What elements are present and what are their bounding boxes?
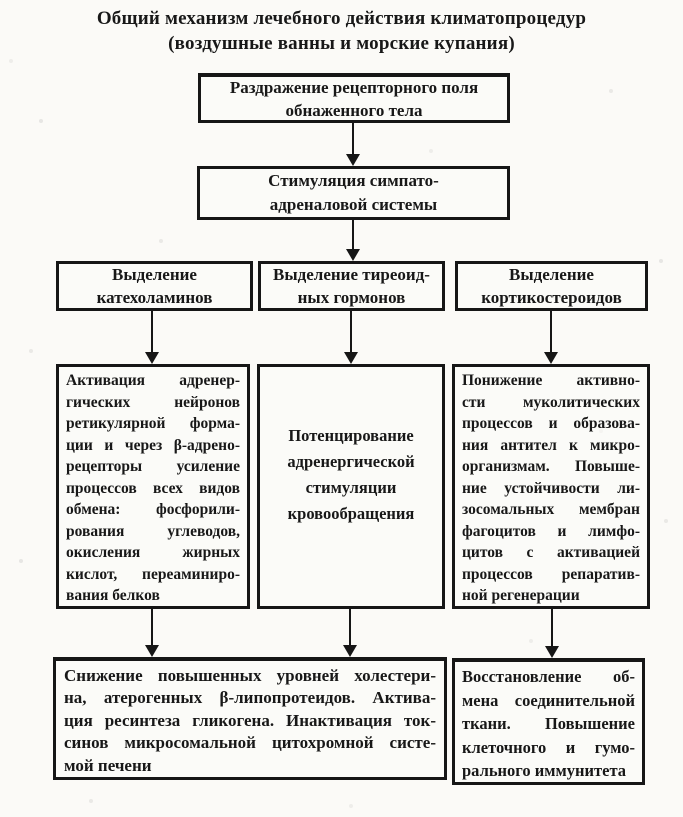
arrow-mucolytic-to-connective — [544, 608, 560, 658]
text-line: гических нейронов — [66, 393, 240, 411]
text-line: обнаженного тела — [285, 100, 423, 120]
text-line: мена соединительной — [462, 690, 635, 710]
node-adrenergic-neuron-activation — [56, 364, 250, 609]
text-line: цитов с активацией — [462, 544, 640, 561]
node-connective-tissue-restoration — [452, 658, 645, 785]
text-line: ция ресинтеза гликогена. Инактивация ток- — [64, 710, 436, 730]
text-line: фагоцитов и лимфо- — [462, 522, 640, 540]
scan-noise — [0, 0, 2, 2]
text-line: процессов и образова- — [462, 415, 640, 432]
text-line: рецепторы усиление — [66, 458, 240, 475]
arrow-shaft — [551, 608, 554, 648]
text-line: ретикулярной форма- — [66, 415, 240, 432]
arrow-potentiation-to-cholesterol — [342, 608, 358, 657]
text-line: окисления жирных — [66, 544, 240, 561]
text-line: кровообращения — [287, 503, 415, 523]
title-line-2: (воздушные ванны и морские купания) — [168, 33, 515, 54]
title-line-1: Общий механизм лечебного действия климатопроцедур — [96, 8, 587, 29]
node-sympatho-adrenal-stimulation — [197, 166, 510, 220]
arrow-shaft — [151, 608, 154, 647]
arrow-head-icon — [145, 645, 159, 657]
text-line: ной регенерации — [462, 587, 580, 604]
node-cholesterol-reduction — [53, 657, 447, 780]
arrow-shaft — [349, 608, 352, 647]
arrow-catechol-to-adrenergic — [144, 310, 160, 364]
node-thyroid-hormone-release — [258, 261, 445, 311]
arrow-shaft — [350, 310, 353, 354]
arrow-head-icon — [544, 352, 558, 364]
text-line: кортикостероидов — [481, 288, 622, 307]
text-line: рального иммунитета — [462, 761, 627, 780]
text-line: на, атерогенных β-липопротеидов. Актива- — [64, 688, 436, 708]
text-line: Понижение активно- — [462, 372, 640, 389]
text-line: Восстановление об- — [462, 667, 635, 686]
arrow-head-icon — [145, 352, 159, 364]
text-line: стимуляции — [305, 477, 397, 497]
node-circulation-potentiation — [257, 364, 445, 609]
arrow-cortico-to-mucolytic — [543, 310, 559, 364]
text-line: ния антител к микро- — [462, 436, 640, 454]
text-line: вания белков — [66, 587, 160, 604]
text-line: ных гормонов — [297, 288, 406, 307]
text-line: Потенцирование — [288, 425, 414, 445]
text-line: организмам. Повыше- — [462, 458, 640, 475]
arrow-head-icon — [344, 352, 358, 364]
text-line: процессов репаратив- — [462, 565, 640, 583]
text-line: катехоламинов — [96, 288, 213, 307]
arrow-shaft — [352, 122, 355, 156]
arrow-shaft — [151, 310, 154, 354]
arrow-shaft — [550, 310, 553, 354]
arrow-head-icon — [545, 646, 559, 658]
arrow-thyroid-to-potentiation — [343, 310, 359, 364]
text-line: зосомальных мембран — [462, 501, 640, 518]
text-line: ние устойчивости ли- — [462, 479, 640, 497]
arrow-adrenergic-to-cholesterol — [144, 608, 160, 657]
text-line: Стимуляция симпато- — [268, 171, 439, 190]
text-line: адренергической — [287, 451, 415, 471]
text-line: сти муколитических — [462, 393, 640, 411]
text-line: Выделение — [509, 265, 594, 284]
text-line: мой печени — [64, 755, 152, 775]
arrow-shaft — [352, 219, 355, 251]
text-line: кислот, переаминиро- — [66, 565, 240, 583]
text-line: Снижение повышенных уровней холестери- — [64, 666, 436, 685]
node-corticosteroid-release — [455, 261, 648, 311]
text-line: процессов всех видов — [66, 479, 240, 497]
text-line: Раздражение рецепторного поля — [229, 77, 479, 97]
text-line: адреналовой системы — [269, 195, 438, 214]
text-line: ции и через β-адрено- — [66, 436, 240, 454]
text-line: Выделение — [112, 265, 197, 284]
arrow-sympatho-to-thyroid — [345, 219, 361, 261]
node-catecholamine-release — [56, 261, 253, 311]
text-line: ткани. Повышение — [462, 714, 635, 733]
arrow-head-icon — [346, 249, 360, 261]
diagram-title — [0, 6, 683, 56]
text-line: клеточного и гумо- — [462, 737, 635, 757]
arrow-head-icon — [346, 154, 360, 166]
node-receptor-field-irritation — [198, 73, 510, 123]
text-line: обмена: фосфорили- — [66, 501, 240, 518]
arrow-head-icon — [343, 645, 357, 657]
text-line: Выделение тиреоид- — [273, 265, 430, 284]
text-line: синов микросомальной цитохромной систе- — [64, 733, 436, 753]
text-line: Активация адренер- — [66, 372, 240, 389]
arrow-receptor-to-sympatho — [345, 122, 361, 166]
node-mucolytic-decrease — [452, 364, 650, 609]
text-line: рования углеводов, — [66, 522, 240, 540]
